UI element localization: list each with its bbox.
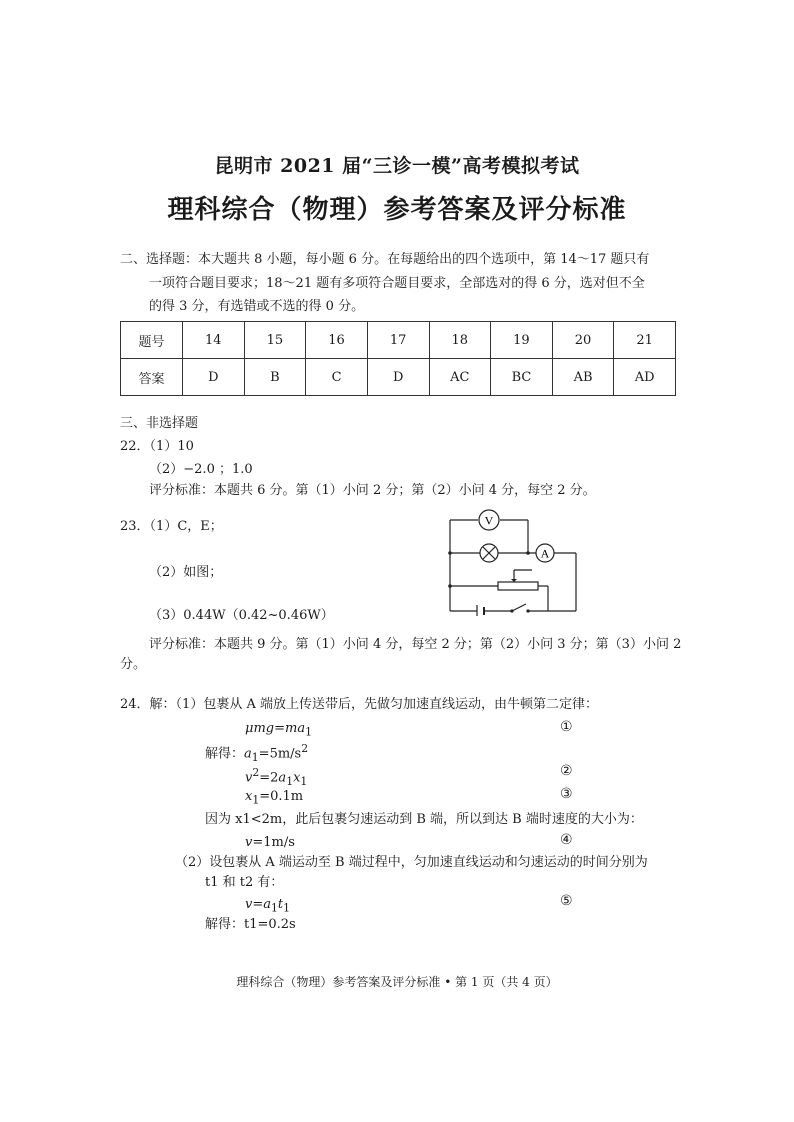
table-cell: B (244, 359, 306, 396)
page-footer: 理科综合（物理）参考答案及评分标准 • 第 1 页（共 4 页） (236, 975, 558, 989)
table-cell: 21 (614, 322, 676, 359)
table-header-cell: 答案 (121, 359, 183, 396)
q24-mark5: ⑤ (560, 893, 573, 909)
q24-eq2: $v^2=2a_1x_1$ (245, 766, 308, 788)
q24-solve1: 解得：$a_1=5m/s^2$ (205, 742, 309, 764)
q24-eq3: $x_1=0.1m$ (245, 789, 304, 807)
table-cell: C (306, 359, 368, 396)
q24-eq1: $\mu mg=ma_1$ (245, 721, 312, 739)
table-row (121, 322, 676, 359)
table-row (121, 359, 676, 396)
q24-eq4: v=1m/s (245, 835, 295, 850)
q23-scoring-line2: 分。 (120, 657, 147, 672)
q24-eq5: $v=a_1t_1$ (245, 897, 291, 915)
q24-mark3: ③ (560, 786, 573, 802)
table-cell: 19 (491, 322, 553, 359)
q23-line2: （2）如图； (149, 565, 223, 580)
table-cell: AB (552, 359, 614, 396)
q22-line2: （2）−2.0 ；1.0 (149, 462, 253, 477)
q24-part2-line2: t1 和 t2 有： (205, 875, 284, 890)
q22-scoring: 评分标准：本题共 6 分。第（1）小问 2 分；第（2）小问 4 分，每空 2 分。 (149, 483, 596, 498)
q24-result-t1: 解得：t1=0.2s (205, 917, 296, 932)
table-header-cell: 题号 (121, 322, 183, 359)
section3-heading: 三、非选择题 (120, 416, 199, 431)
q24-because: 因为 x1<2m，此后包裹匀速运动到 B 端，所以到达 B 端时速度的大小为： (205, 812, 643, 827)
section2-line3: 的得 3 分，有选错或不选的得 0 分。 (149, 299, 365, 314)
q24-intro: 24．解：（1）包裹从 A 端放上传送带后，先做匀加速直线运动，由牛顿第二定律： (120, 697, 598, 712)
q24-mark4: ④ (560, 832, 573, 848)
q24-mark2: ② (560, 763, 573, 779)
table-cell: 15 (244, 322, 306, 359)
table-cell: 14 (183, 322, 245, 359)
circuit-diagram (440, 508, 582, 616)
doc-subtitle: 理科综合（物理）参考答案及评分标准 (167, 195, 627, 225)
q22-line1: 22．（1）10 (120, 439, 194, 454)
section2-line2: 一项符合题目要求；18～21 题有多项符合题目要求，全部选对的得 6 分，选对但不全 (149, 276, 645, 291)
table-cell: AC (429, 359, 491, 396)
table-cell: BC (491, 359, 553, 396)
table-cell: 20 (552, 322, 614, 359)
ammeter-label: A (540, 546, 550, 561)
table-cell: AD (614, 359, 676, 396)
voltmeter-label: V (484, 513, 494, 528)
table-cell: D (367, 359, 429, 396)
table-cell: 18 (429, 322, 491, 359)
table-cell: 16 (306, 322, 368, 359)
q23-scoring-line1: 评分标准：本题共 9 分。第（1）小问 4 分，每空 2 分；第（2）小问 3 分；第（3）小问 2 (149, 637, 682, 652)
table-cell: 17 (367, 322, 429, 359)
section2-line1: 二、选择题：本大题共 8 小题，每小题 6 分。在每题给出的四个选项中，第 14～17 题只有 (120, 252, 650, 267)
q23-line1: 23．（1）C，E； (120, 519, 223, 534)
table-cell: D (183, 359, 245, 396)
q23-line3: （3）0.44W（0.42~0.46W） (149, 608, 334, 623)
doc-title: 昆明市 2021 届“三诊一模”高考模拟考试 (214, 155, 580, 177)
q24-part2-line1: （2）设包裹从 A 端运动至 B 端过程中，匀加速直线运动和匀速运动的时间分别为 (175, 855, 648, 870)
q24-mark1: ① (560, 719, 573, 735)
answer-table (120, 321, 676, 396)
